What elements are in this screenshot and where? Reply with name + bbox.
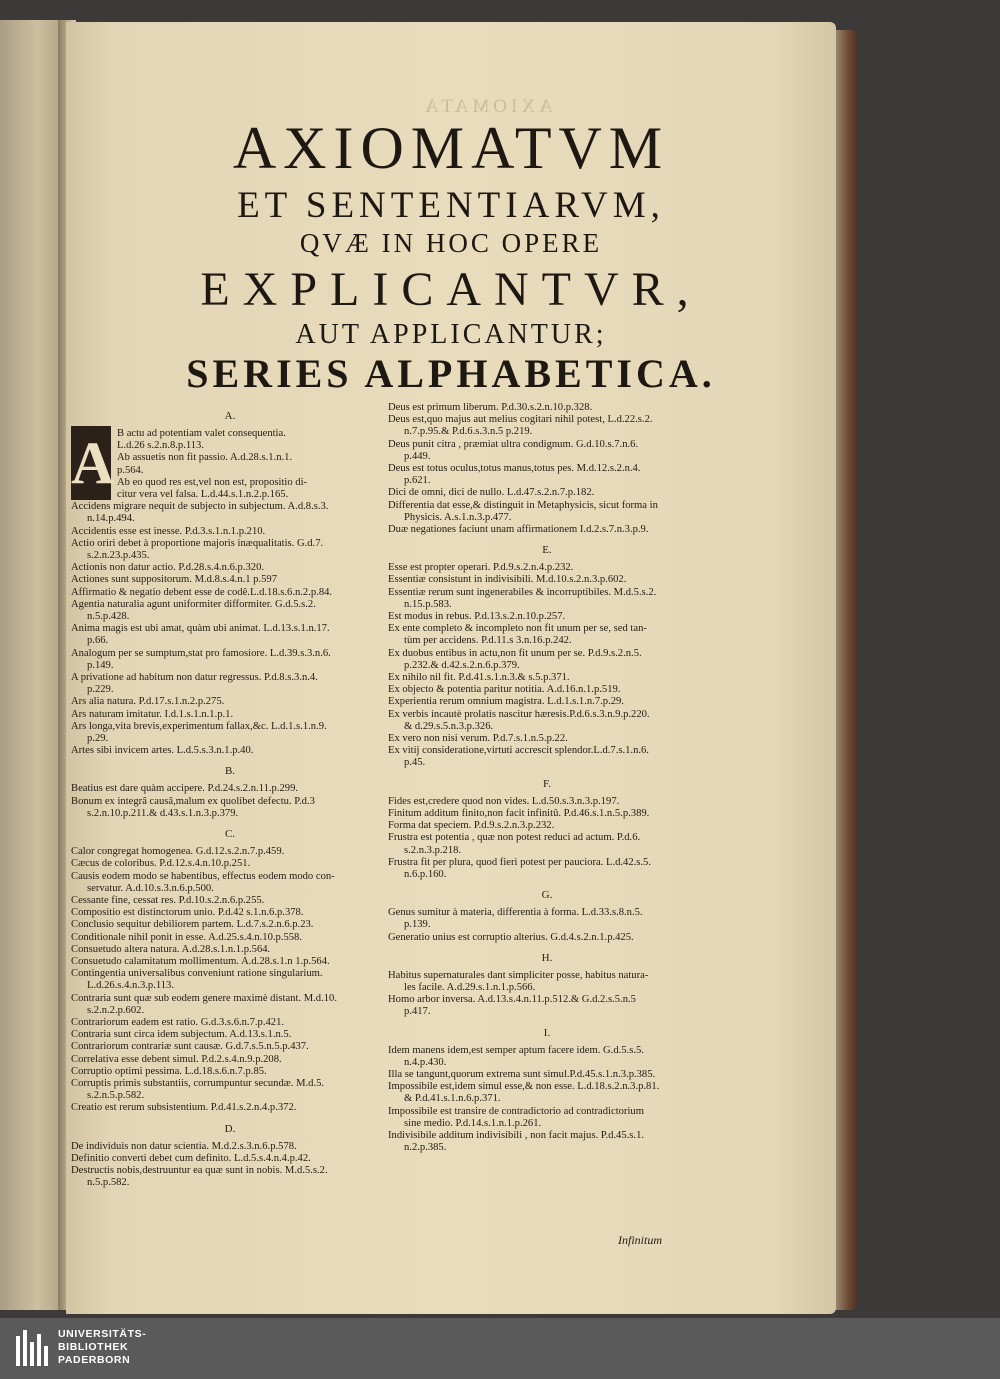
index-entry: Definitio converti debet cum definito. L.d.5.s.4.n.4.p.42.	[71, 1152, 311, 1164]
index-entry-continuation: n.5.p.428.	[87, 611, 130, 623]
index-entry-continuation: p.29.	[87, 733, 109, 745]
index-entry: Corruptio optimi pessima. L.d.18.s.6.n.7.p.85.	[71, 1065, 267, 1077]
library-name-line-3: PADERBORN	[58, 1354, 131, 1366]
title-line-4: EXPLICANTVR,	[200, 263, 702, 316]
index-entry: Beatius est dare quàm accipere. P.d.24.s.2.n.11.p.299.	[71, 783, 299, 795]
index-entry: Ex ente completo & incompleto non fit unum per se, sed tan-	[388, 623, 647, 635]
index-entry: Ab assuetis non fit passio. A.d.28.s.1.n.1.	[117, 452, 293, 464]
index-entry-continuation: p.139.	[404, 919, 431, 931]
right-index-column	[388, 402, 706, 1154]
section-letter: H.	[541, 951, 553, 964]
index-entry: Ex vero non nisi verum. P.d.7.s.1.n.5.p.22.	[388, 733, 568, 745]
index-entry: Causis eodem modo se habentibus, effectus eodem modo con-	[71, 870, 335, 882]
index-entry: Ex duobus entibus in actu,non fit unum per se. P.d.9.s.2.n.5.	[388, 647, 642, 659]
index-entry: Bonum ex integrâ causâ,malum ex quolibet defectu. P.d.3	[71, 795, 315, 807]
index-entry-continuation: s.2.n.3.p.218.	[404, 844, 462, 856]
index-entry: Deus est totus oculus,totus manus,totus pes. M.d.12.s.2.n.4.	[388, 463, 641, 475]
index-entry: Ars alia natura. P.d.17.s.1.n.2.p.275.	[71, 696, 225, 708]
index-entry: Consuetudo calamitatum mollimentum. A.d.28.s.1.n 1.p.564.	[71, 955, 330, 967]
index-entry: Duæ negationes faciunt unam affirmationem I.d.2.s.7.n.3.p.9.	[388, 524, 649, 536]
index-entry: Indivisibile additum indivisibili , non facit majus. P.d.45.s.1.	[388, 1129, 645, 1141]
index-entry: Generatio unius est corruptio alterius. G.d.4.s.2.n.1.p.425.	[388, 931, 634, 943]
index-entry-continuation: & P.d.41.s.1.n.6.p.371.	[404, 1093, 501, 1105]
index-entry: Contraria sunt circa idem subjectum. A.d.13.s.1.n.5.	[71, 1029, 292, 1041]
index-entry-continuation: p.564.	[117, 464, 144, 476]
index-entry: Impossibile est,idem simul esse,& non esse. L.d.18.s.2.n.3.p.81.	[388, 1081, 660, 1093]
index-entry: Experientia rerum omnium magistra. L.d.1.s.1.n.7.p.29.	[388, 696, 624, 708]
index-entry: Ex vitij consideratione,virtuti accrescit splendor.L.d.7.s.1.n.6.	[388, 745, 649, 757]
show-through-text: AXIOMATA	[421, 96, 553, 117]
index-entry: Deus est primum liberum. P.d.30.s.2.n.10.p.328.	[388, 402, 593, 413]
title-line-3: QVÆ IN HOC OPERE	[299, 228, 603, 258]
index-entry: Analogum per se sumptum,stat pro famosiore. L.d.39.s.3.n.6.	[71, 647, 331, 659]
index-entry-continuation: n.7.p.95.& P.d.6.s.3.n.5 p.219.	[404, 426, 533, 438]
index-entry: Compositio est distinctorum unio. P.d.42 s.1.n.6.p.378.	[71, 907, 304, 919]
index-entry: Esse est propter operari. P.d.9.s.2.n.4.p.232.	[388, 562, 574, 574]
index-entry: Ars longa,vita brevis,experimentum fallax,&c. L.d.1.s.1.n.9.	[71, 720, 327, 732]
index-entry: Deus punit citra , præmiat ultra condignum. G.d.10.s.7.n.6.	[388, 438, 639, 450]
index-entry: Ab eo quod res est,vel non est, propositio di-	[117, 476, 308, 488]
decorated-initial: A	[71, 426, 111, 500]
library-name-line-1: UNIVERSITÄTS-	[58, 1328, 147, 1340]
index-entry: Essentiæ rerum sunt ingenerabiles & incorruptibiles. M.d.5.s.2.	[388, 586, 657, 598]
index-entry: Homo arbor inversa. A.d.13.s.4.n.11.p.512.& G.d.2.s.5.n.5	[388, 994, 636, 1006]
index-entry-continuation: p.229.	[87, 684, 114, 696]
index-entry: Affirmatio & negatio debent esse de codê.L.d.18.s.6.n.2.p.84.	[71, 586, 333, 598]
index-entry: Forma dat speciem. P.d.9.s.2.n.3.p.232.	[388, 820, 555, 832]
index-entry-continuation: n.4.p.430.	[404, 1056, 447, 1068]
index-entry: Creatio est rerum subsistentium. P.d.41.s.2.n.4.p.372.	[71, 1102, 297, 1114]
section-letter: B.	[224, 765, 236, 778]
title-line-2: ET SENTENTIARVM,	[237, 185, 665, 226]
section-letter: G.	[541, 889, 553, 902]
section-letter: E.	[542, 544, 552, 557]
library-logo-icon	[16, 1330, 50, 1366]
index-entry-continuation: n.2.p.385.	[404, 1142, 447, 1154]
index-entry-continuation: tùm per accidens. P.d.11.s 3.n.16.p.242.	[404, 635, 572, 647]
index-entry: Calor congregat homogenea. G.d.12.s.2.n.7.p.459.	[71, 846, 285, 858]
section-letter: D.	[224, 1122, 236, 1135]
section-letter: I.	[543, 1026, 551, 1039]
index-entry: A privatione ad habitum non datur regressus. P.d.8.s.3.n.4.	[71, 672, 318, 684]
index-entry-continuation: n.5.p.582.	[87, 1177, 130, 1189]
title-line-5: AUT APPLICANTUR;	[295, 319, 607, 350]
index-entry: Cæcus de coloribus. P.d.12.s.4.n.10.p.251.	[71, 858, 251, 870]
index-entry: Deus est,quo majus aut melius cogitari nihil potest, L.d.22.s.2.	[388, 414, 653, 426]
library-footer	[0, 1318, 1000, 1379]
index-entry-continuation: p.417.	[404, 1006, 431, 1018]
index-entry: Impossibile est transire de contradictorio ad contradictorium	[388, 1105, 644, 1117]
index-entry: Contrariorum contrariæ sunt causæ. G.d.7.s.5.n.5.p.437.	[71, 1041, 309, 1053]
index-entry: Genus sumitur à materia, differentia à forma. L.d.33.s.8.n.5.	[388, 907, 643, 919]
index-entry-continuation: n.15.p.583.	[404, 598, 452, 610]
index-entry-continuation: p.449.	[404, 450, 431, 462]
index-entry-continuation: L.d.26.s.4.n.3.p.113.	[87, 980, 175, 992]
index-entry: Dici de omni, dici de nullo. L.d.47.s.2.n.7.p.182.	[388, 487, 595, 499]
index-entry: Ars naturam imitatur. I.d.1.s.1.n.1.p.1.	[71, 708, 234, 720]
index-entry-continuation: sine medio. P.d.14.s.1.n.1.p.261.	[404, 1117, 542, 1129]
index-entry-continuation: s.2.n.23.p.435.	[87, 550, 150, 562]
index-entry-continuation: s.2.n.2.p.602.	[87, 1004, 145, 1016]
index-entry: Finitum additum finito,non facit infinitû. P.d.46.s.1.n.5.p.389.	[388, 807, 650, 819]
index-entry: Ex objecto & potentia paritur notitia. A.d.16.n.1.p.519.	[388, 684, 621, 696]
index-entry: Contraria sunt quæ sub eodem genere maximè distant. M.d.10.	[71, 992, 337, 1004]
index-entry-continuation: p.149.	[87, 659, 114, 671]
left-index-column	[71, 402, 389, 1189]
index-entry: Frustra fit per plura, quod fieri potest per pauciora. L.d.42.s.5.	[388, 856, 652, 868]
index-entry-continuation: servatur. A.d.10.s.3.n.6.p.500.	[87, 882, 214, 894]
index-entry: Differentia dat esse,& distinguit in Metaphysicis, sicut forma in	[388, 499, 658, 511]
library-name-line-2: BIBLIOTHEK	[58, 1341, 129, 1353]
index-entry: Conditionale nihil ponit in esse. A.d.25.s.4.n.10.p.558.	[71, 931, 302, 943]
index-entry: Contrariorum eadem est ratio. G.d.3.s.6.n.7.p.421.	[71, 1016, 285, 1028]
section-letter: A.	[224, 410, 236, 422]
index-entry-continuation: les facile. A.d.29.s.1.n.1.p.566.	[404, 981, 536, 993]
section-letter: F.	[543, 777, 551, 790]
index-entry: B actu ad potentiam valet consequentia.	[117, 428, 286, 439]
index-entry: Consuetudo altera natura. A.d.28.s.1.n.1.p.564.	[71, 943, 271, 955]
index-entry-continuation: s.2.n.5.p.582.	[87, 1090, 145, 1102]
index-entry-continuation: Physicis. A.s.1.n.3.p.477.	[404, 511, 512, 523]
index-entry: Ex nihilo nil fit. P.d.41.s.1.n.3.& s.5.p.371.	[388, 672, 570, 684]
left-page-edge	[0, 20, 62, 1310]
index-entry: Agentia naturalia agunt uniformiter difformiter. G.d.5.s.2.	[71, 598, 316, 610]
index-entry-continuation: s.2.n.10.p.211.& d.43.s.1.n.3.p.379.	[87, 807, 239, 819]
index-entry: Contingentia universalibus conveniunt ratione singularium.	[71, 968, 323, 980]
index-entry-continuation: L.d.26 s.2.n.8.p.113.	[117, 440, 205, 452]
index-entry: Idem manens idem,est semper aptum facere idem. G.d.5.s.5.	[388, 1044, 644, 1056]
index-entry: Anima magis est ubi amat, quàm ubi animat. L.d.13.s.1.n.17.	[71, 623, 330, 635]
index-entry: Accidentis esse est inesse. P.d.3.s.1.n.1.p.210.	[71, 525, 266, 537]
title-line-6: SERIES ALPHABETICA.	[186, 351, 716, 396]
index-entry: Illa se tangunt,quorum extrema sunt simul.P.d.45.s.1.n.3.p.385.	[388, 1068, 656, 1080]
index-entry: De individuis non datur scientia. M.d.2.s.3.n.6.p.578.	[71, 1140, 297, 1152]
index-entry: Actiones sunt suppositorum. M.d.8.s.4.n.1 p.597	[71, 574, 277, 586]
index-entry-continuation: p.45.	[404, 757, 426, 769]
index-entry: Essentiæ consistunt in indivisibili. M.d.10.s.2.n.3.p.602.	[388, 574, 627, 586]
index-entry: Fides est,credere quod non vides. L.d.50.s.3.n.3.p.197.	[388, 795, 620, 807]
index-entry: Accidens migrare nequit de subjecto in subjectum. A.d.8.s.3.	[71, 501, 329, 513]
section-letter: C.	[224, 828, 236, 841]
index-entry: Actio oriri debet à proportione majoris inæqualitatis. G.d.7.	[71, 537, 324, 549]
index-entry: Frustra est potentia , quæ non potest reduci ad actum. P.d.6.	[388, 832, 641, 844]
index-entry: Destructis nobis,destruuntur ea quæ sunt in nobis. M.d.5.s.2.	[71, 1164, 328, 1176]
page-edge	[834, 30, 858, 1310]
index-entry: Habitus supernaturales dant simpliciter posse, habitus natura-	[388, 969, 649, 981]
index-entry: Artes sibi invicem artes. L.d.5.s.3.n.1.p.40.	[71, 745, 254, 757]
index-entry-continuation: p.621.	[404, 475, 431, 487]
index-entry: Corruptis primis substantiis, corrumpuntur secundæ. M.d.5.	[71, 1077, 325, 1089]
index-entry-continuation: n.14.p.494.	[87, 513, 135, 525]
index-entry: Correlativa esse debent simul. P.d.2.s.4.n.9.p.208.	[71, 1053, 282, 1065]
title-line-1: AXIOMATVM	[232, 115, 670, 181]
index-entry-continuation: & d.29.s.5.n.3.p.326.	[404, 720, 494, 732]
index-entry-continuation: citur vera vel falsa. L.d.44.s.1.n.2.p.165.	[117, 489, 289, 501]
printed-page	[66, 22, 836, 1314]
index-entry: Cessante fine, cessat res. P.d.10.s.2.n.6.p.255.	[71, 894, 265, 906]
index-entry: Ex verbis incautè prolatis nascitur hæresis.P.d.6.s.3.n.9.p.220.	[388, 708, 650, 720]
index-entry-continuation: p.66.	[87, 635, 109, 647]
index-entry: Conclusio sequitur debiliorem partem. L.d.7.s.2.n.6.p.23.	[71, 919, 314, 931]
index-entry-continuation: p.232.& d.42.s.2.n.6.p.379.	[404, 659, 520, 671]
index-entry-continuation: n.6.p.160.	[404, 868, 447, 880]
catchword: Infinitum	[618, 1233, 662, 1247]
index-entry: Actionis non datur actio. P.d.28.s.4.n.6.p.320.	[71, 562, 265, 574]
index-entry: Est modus in rebus. P.d.13.s.2.n.10.p.257.	[388, 611, 566, 623]
